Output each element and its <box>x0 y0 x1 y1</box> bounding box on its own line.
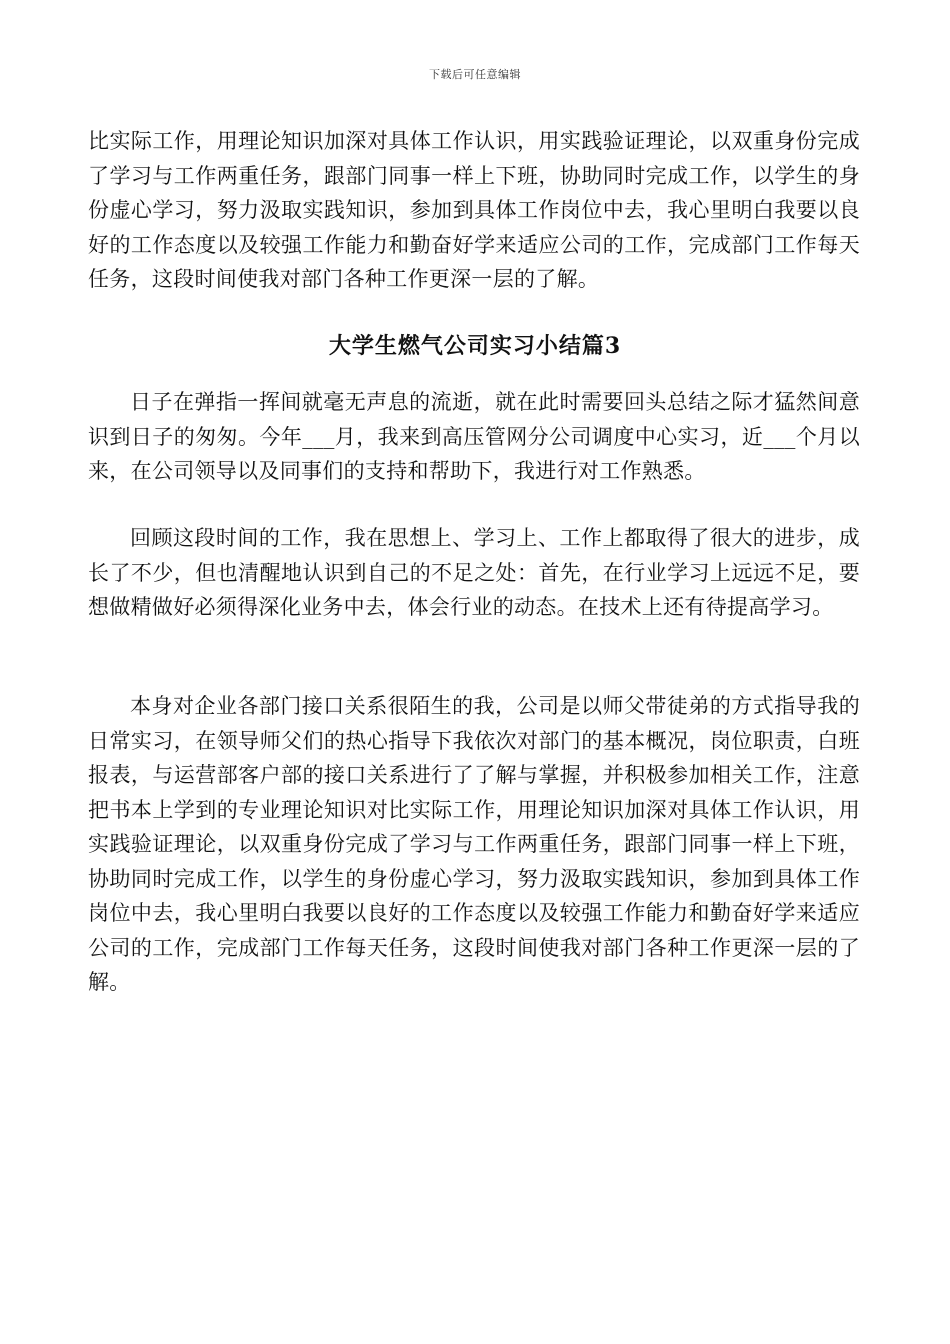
paragraph-3: 本身对企业各部门接口关系很陌生的我，公司是以师父带徒弟的方式指导我的日常实习，在领导师父们的热心指导下我依次对部门的基本概况，岗位职责，白班报表，与运营部客户部的接口关系进行了了解与掌握，并积极参加相关工作，注意把书本上学到的专业理论知识对比实际工作，用理论知识加深对具体工作认识，用实践验证理论，以双重身份完成了学习与工作两重任务，跟部门同事一样上下班，协助同时完成工作，以学生的身份虚心学习，努力汲取实践知识，参加到具体工作岗位中去，我心里明白我要以良好的工作态度以及较强工作能力和勤奋好学来适应公司的工作，完成部门工作每天任务，这段时间使我对部门各种工作更深一层的了解。 <box>88 694 860 994</box>
header-note: 下载后可任意编辑 <box>429 68 521 81</box>
section-title: 大学生燃气公司实习小结篇3 <box>328 333 622 359</box>
paragraph-1: 日子在弹指一挥间就毫无声息的流逝，就在此时需要回头总结之际才猛然间意识到日子的匆匆。今年___月，我来到高压管网分公司调度中心实习，近___个月以来，在公司领导以及同事们的支持和帮助下，我进行对工作熟悉。 <box>88 390 860 483</box>
paragraph-2: 回顾这段时间的工作，我在思想上、学习上、工作上都取得了很大的进步，成长了不少，但也清醒地认识到自己的不足之处：首先，在行业学习上远远不足，要想做精做好必须得深化业务中去，体会行业的动态。在技术上还有待提高学习。 <box>88 526 860 619</box>
continuation-paragraph: 比实际工作，用理论知识加深对具体工作认识，用实践验证理论，以双重身份完成了学习与工作两重任务，跟部门同事一样上下班，协助同时完成工作，以学生的身份虚心学习，努力汲取实践知识，参加到具体工作岗位中去，我心里明白我要以良好的工作态度以及较强工作能力和勤奋好学来适应公司的工作，完成部门工作每天任务，这段时间使我对部门各种工作更深一层的了解。 <box>88 129 860 291</box>
